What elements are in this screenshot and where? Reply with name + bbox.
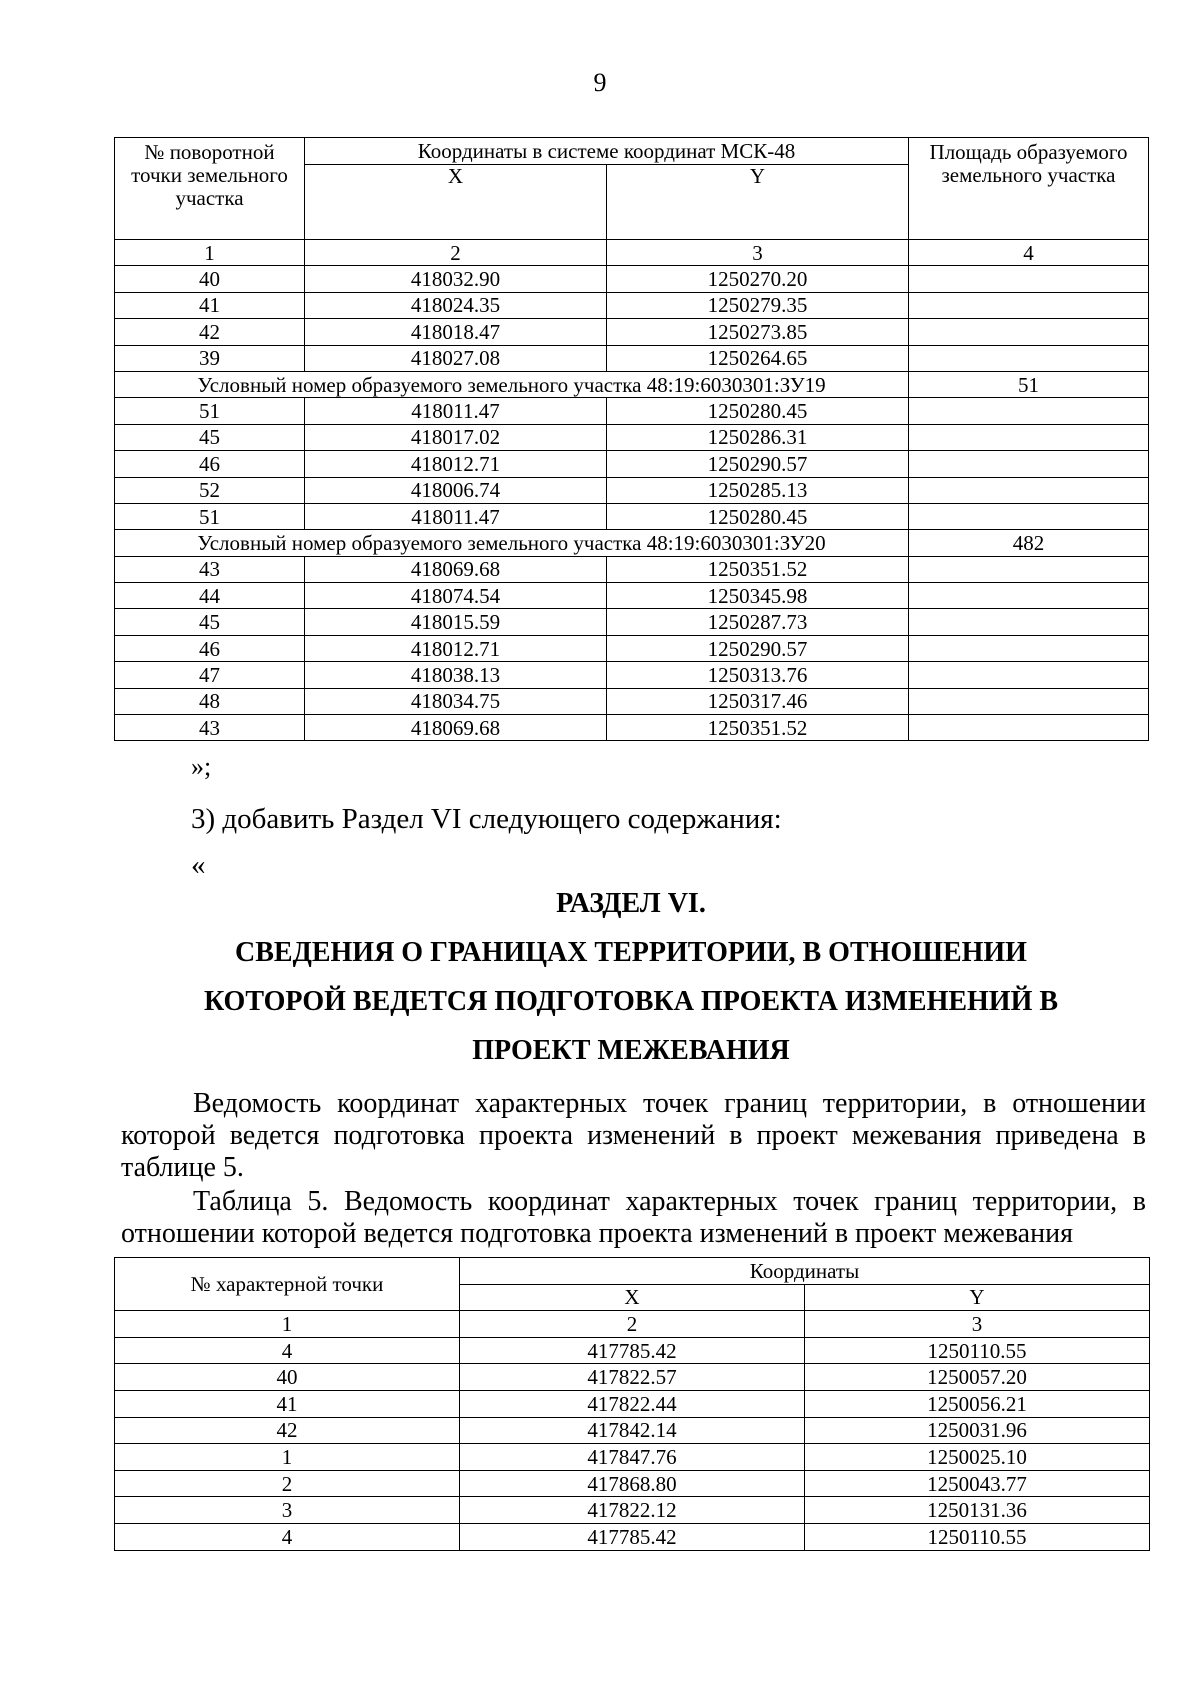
point-number-cell: 46 [115, 451, 305, 477]
table-row [115, 345, 1149, 371]
area-cell [909, 292, 1149, 318]
y-coordinate-cell: 1250351.52 [607, 556, 909, 582]
point-number-cell: 1 [115, 1444, 460, 1471]
x-coordinate-cell: 417785.42 [460, 1337, 805, 1364]
point-number-cell: 41 [115, 1390, 460, 1417]
y-coordinate-cell: 1250351.52 [607, 715, 909, 741]
column-number: 2 [305, 240, 607, 266]
table-row [115, 635, 1149, 661]
area-cell [909, 477, 1149, 503]
opening-quote: « [191, 849, 206, 881]
parcel-label: Условный номер образуемого земельного участка 48:19:6030301:ЗУ19 [115, 371, 909, 397]
point-number-cell: 42 [115, 1417, 460, 1444]
area-cell [909, 266, 1149, 292]
table-row [115, 1337, 1150, 1364]
y-coordinate-cell: 1250110.55 [805, 1523, 1150, 1550]
table-caption: Таблица 5. Ведомость координат характерных точек границ территории, в отношении которой ведется подготовка проекта изменений в проект межевания [121, 1186, 1146, 1249]
table-row [115, 1497, 1150, 1524]
x-coordinate-cell: 418011.47 [305, 503, 607, 529]
y-coordinate-cell: 1250264.65 [607, 345, 909, 371]
y-coordinate-cell: 1250285.13 [607, 477, 909, 503]
parcel-area: 482 [909, 530, 1149, 556]
y-coordinate-cell: 1250317.46 [607, 688, 909, 714]
x-coordinate-cell: 418012.71 [305, 635, 607, 661]
area-cell [909, 609, 1149, 635]
area-cell [909, 424, 1149, 450]
point-number-cell: 40 [115, 266, 305, 292]
x-coordinate-cell: 418034.75 [305, 688, 607, 714]
y-coordinate-cell: 1250131.36 [805, 1497, 1150, 1524]
point-number-cell: 47 [115, 662, 305, 688]
x-coordinate-cell: 418011.47 [305, 398, 607, 424]
area-cell [909, 583, 1149, 609]
y-coordinate-cell: 1250110.55 [805, 1337, 1150, 1364]
point-number-cell: 4 [115, 1337, 460, 1364]
x-coordinate-cell: 418017.02 [305, 424, 607, 450]
point-number-cell: 45 [115, 609, 305, 635]
y-coordinate-cell: 1250290.57 [607, 451, 909, 477]
area-cell [909, 556, 1149, 582]
area-cell [909, 451, 1149, 477]
table-row [115, 1364, 1150, 1391]
x-coordinate-cell: 418024.35 [305, 292, 607, 318]
table-row [115, 1417, 1150, 1444]
y-coordinate-cell: 1250025.10 [805, 1444, 1150, 1471]
table-row [115, 503, 1149, 529]
point-number-cell: 51 [115, 503, 305, 529]
area-cell [909, 662, 1149, 688]
y-coordinate-cell: 1250280.45 [607, 503, 909, 529]
section-heading-line3: ПРОЕКТ МЕЖЕВАНИЯ [472, 1035, 790, 1066]
point-number-cell: 44 [115, 583, 305, 609]
x-coordinate-cell: 417868.80 [460, 1470, 805, 1497]
y-coordinate-cell: 1250279.35 [607, 292, 909, 318]
section-heading-line2: КОТОРОЙ ВЕДЕТСЯ ПОДГОТОВКА ПРОЕКТА ИЗМЕНЕНИЙ В [203, 986, 1059, 1017]
x-coordinate-cell: 418069.68 [305, 556, 607, 582]
point-number-cell: 2 [115, 1470, 460, 1497]
y-coordinate-cell: 1250345.98 [607, 583, 909, 609]
table-row [115, 1470, 1150, 1497]
x-coordinate-cell: 418074.54 [305, 583, 607, 609]
x-coordinate-cell: 417822.12 [460, 1497, 805, 1524]
header-point: № поворотной точки земельного участка [115, 138, 305, 240]
table-row [115, 451, 1149, 477]
x-coordinate-cell: 418006.74 [305, 477, 607, 503]
area-cell [909, 503, 1149, 529]
y-coordinate-cell: 1250290.57 [607, 635, 909, 661]
y-coordinate-cell: 1250273.85 [607, 319, 909, 345]
header-y: Y [607, 165, 909, 240]
point-number-cell: 43 [115, 715, 305, 741]
point-number-cell: 46 [115, 635, 305, 661]
point-number-cell: 48 [115, 688, 305, 714]
table-row [115, 688, 1149, 714]
header-coordinates: Координаты в системе координат МСК-48 [305, 138, 909, 165]
table-row [115, 583, 1149, 609]
column-number: 1 [115, 240, 305, 266]
parcel-section-row [115, 530, 1149, 556]
y-coordinate-cell: 1250031.96 [805, 1417, 1150, 1444]
y-coordinate-cell: 1250043.77 [805, 1470, 1150, 1497]
table-row [115, 292, 1149, 318]
point-number-cell: 39 [115, 345, 305, 371]
header-area: Площадь образуемого земельного участка [909, 138, 1149, 240]
closing-quote: »; [191, 752, 212, 781]
y-coordinate-cell: 1250056.21 [805, 1390, 1150, 1417]
table-row [115, 1444, 1150, 1471]
x-coordinate-cell: 417847.76 [460, 1444, 805, 1471]
x-coordinate-cell: 417842.14 [460, 1417, 805, 1444]
x-coordinate-cell: 417785.42 [460, 1523, 805, 1550]
column-number: 3 [607, 240, 909, 266]
y-coordinate-cell: 1250057.20 [805, 1364, 1150, 1391]
header-x: X [460, 1284, 805, 1311]
x-coordinate-cell: 418015.59 [305, 609, 607, 635]
section-title: РАЗДЕЛ VI. [556, 888, 706, 919]
x-coordinate-cell: 417822.44 [460, 1390, 805, 1417]
y-coordinate-cell: 1250313.76 [607, 662, 909, 688]
table-row [115, 715, 1149, 741]
table-row [115, 1523, 1150, 1550]
area-cell [909, 345, 1149, 371]
page-number: 9 [593, 68, 607, 97]
point-number-cell: 4 [115, 1523, 460, 1550]
table-row [115, 556, 1149, 582]
parcel-area: 51 [909, 371, 1149, 397]
table-row [115, 477, 1149, 503]
column-number: 1 [115, 1311, 460, 1338]
point-number-cell: 52 [115, 477, 305, 503]
point-number-cell: 51 [115, 398, 305, 424]
point-number-cell: 3 [115, 1497, 460, 1524]
table-row [115, 662, 1149, 688]
y-coordinate-cell: 1250270.20 [607, 266, 909, 292]
y-coordinate-cell: 1250280.45 [607, 398, 909, 424]
table-row [115, 424, 1149, 450]
coordinates-table [114, 137, 1149, 741]
x-coordinate-cell: 418012.71 [305, 451, 607, 477]
column-number: 2 [460, 1311, 805, 1338]
x-coordinate-cell: 418069.68 [305, 715, 607, 741]
instruction-text: 3) добавить Раздел VI следующего содержания: [191, 803, 782, 835]
table-row [115, 609, 1149, 635]
header-y: Y [805, 1284, 1150, 1311]
table-row [115, 398, 1149, 424]
area-cell [909, 635, 1149, 661]
point-number-cell: 40 [115, 1364, 460, 1391]
parcel-label: Условный номер образуемого земельного участка 48:19:6030301:ЗУ20 [115, 530, 909, 556]
table-row [115, 266, 1149, 292]
x-coordinate-cell: 418038.13 [305, 662, 607, 688]
area-cell [909, 398, 1149, 424]
header-point: № характерной точки [115, 1258, 460, 1311]
table-row [115, 319, 1149, 345]
x-coordinate-cell: 418018.47 [305, 319, 607, 345]
header-coordinates: Координаты [460, 1258, 1150, 1285]
point-number-cell: 43 [115, 556, 305, 582]
point-number-cell: 45 [115, 424, 305, 450]
parcel-section-row [115, 371, 1149, 397]
section-heading-line1: СВЕДЕНИЯ О ГРАНИЦАХ ТЕРРИТОРИИ, В ОТНОШЕНИИ [235, 937, 1027, 968]
x-coordinate-cell: 417822.57 [460, 1364, 805, 1391]
header-x: X [305, 165, 607, 240]
body-paragraph: Ведомость координат характерных точек границ территории, в отношении которой ведется подготовка проекта изменений в проект межевания приведена в таблице 5. [121, 1088, 1146, 1183]
y-coordinate-cell: 1250286.31 [607, 424, 909, 450]
point-number-cell: 42 [115, 319, 305, 345]
y-coordinate-cell: 1250287.73 [607, 609, 909, 635]
table-5 [114, 1257, 1150, 1551]
area-cell [909, 319, 1149, 345]
table-row [115, 1390, 1150, 1417]
x-coordinate-cell: 418032.90 [305, 266, 607, 292]
column-number: 3 [805, 1311, 1150, 1338]
point-number-cell: 41 [115, 292, 305, 318]
x-coordinate-cell: 418027.08 [305, 345, 607, 371]
area-cell [909, 715, 1149, 741]
column-number: 4 [909, 240, 1149, 266]
area-cell [909, 688, 1149, 714]
